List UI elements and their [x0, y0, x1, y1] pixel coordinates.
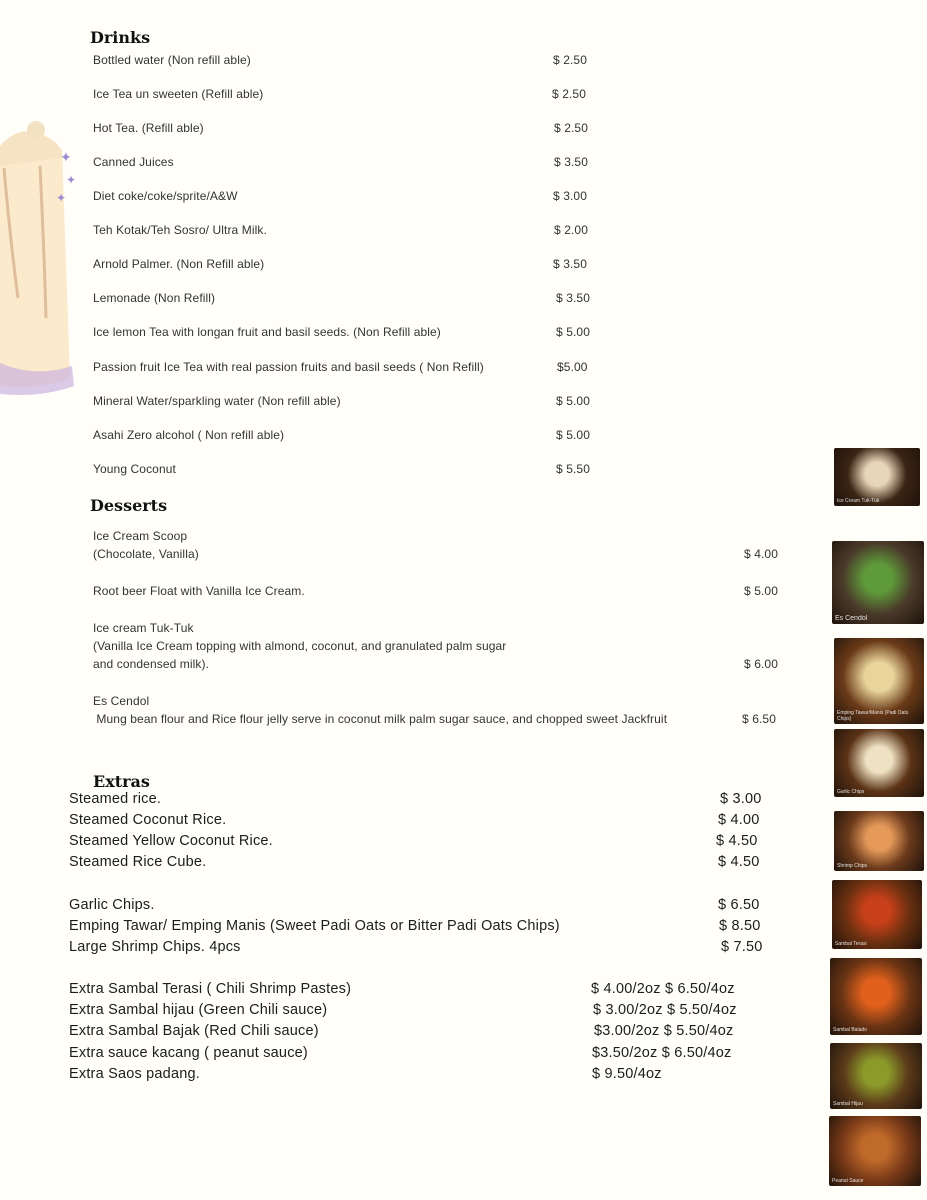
extra-item-price: $ 7.50 — [721, 939, 763, 955]
drink-item-name: Canned Juices — [93, 155, 174, 169]
drink-item-price: $ 2.50 — [554, 121, 588, 135]
drink-item-name: Ice Tea un sweeten (Refill able) — [93, 87, 264, 101]
drink-item-price: $5.00 — [557, 360, 588, 374]
drink-item-price: $ 3.50 — [554, 155, 588, 169]
drink-item-name: Lemonade (Non Refill) — [93, 291, 216, 305]
drink-item-price: $ 5.50 — [556, 462, 590, 476]
extra-item-name: Steamed Rice Cube. — [69, 854, 207, 870]
food-photo-caption: Emping Tawar/Manis (Padi Oats Chips) — [837, 710, 909, 722]
dessert-item-line: Mung bean flour and Rice flour jelly serve in coconut milk palm sugar sauce, and chopped sweet Jackfruit — [93, 712, 668, 726]
extra-item-price: $ 3.00 — [720, 791, 762, 807]
food-photo — [834, 729, 924, 797]
dessert-item-line: Ice Cream Scoop — [93, 529, 188, 543]
extra-item-price: $ 4.00/2oz $ 6.50/4oz — [591, 981, 735, 997]
drink-item-price: $ 3.00 — [553, 189, 587, 203]
drink-item-name: Diet coke/coke/sprite/A&W — [93, 189, 238, 203]
drink-item-name: Ice lemon Tea with longan fruit and basil seeds. (Non Refill able) — [93, 325, 441, 339]
extra-item-price: $3.00/2oz $ 5.50/4oz — [594, 1023, 734, 1039]
extra-item-name: Extra Saos padang. — [69, 1066, 200, 1082]
drink-item-price: $ 5.00 — [556, 394, 590, 408]
extra-item-price: $ 8.50 — [719, 918, 761, 934]
food-photo — [834, 448, 920, 506]
food-photo-caption: Sambal Terasi — [835, 941, 867, 947]
extra-item-name: Steamed rice. — [69, 791, 162, 807]
extra-item-name: Extra Sambal Terasi ( Chili Shrimp Pastes) — [69, 981, 352, 997]
food-photo — [830, 958, 922, 1035]
drink-item-name: Asahi Zero alcohol ( Non refill able) — [93, 428, 285, 442]
drink-item-price: $ 3.50 — [556, 291, 590, 305]
drink-item-name: Hot Tea. (Refill able) — [93, 121, 204, 135]
extra-item-price: $ 4.50 — [718, 854, 760, 870]
dessert-item-line: (Vanilla Ice Cream topping with almond, coconut, and granulated palm sugar — [93, 639, 507, 653]
food-photo — [834, 811, 924, 871]
dessert-item-price: $ 4.00 — [744, 547, 778, 561]
drink-item-name: Mineral Water/sparkling water (Non refill able) — [93, 394, 341, 408]
svg-text:✦: ✦ — [56, 191, 67, 205]
extra-item-name: Steamed Yellow Coconut Rice. — [69, 833, 273, 849]
drink-item-price: $ 5.00 — [556, 325, 590, 339]
dessert-item-line: Es Cendol — [93, 694, 150, 708]
svg-text:✦: ✦ — [66, 173, 77, 187]
extra-item-price: $ 4.50 — [716, 833, 758, 849]
drink-item-price: $ 2.50 — [552, 87, 586, 101]
dessert-item-price: $ 6.50 — [742, 712, 776, 726]
desserts-heading: Desserts — [90, 496, 168, 515]
extra-item-price: $ 3.00/2oz $ 5.50/4oz — [593, 1002, 737, 1018]
dessert-item-line: Ice cream Tuk-Tuk — [93, 621, 194, 635]
drink-item-name: Young Coconut — [93, 462, 176, 476]
drink-item-price: $ 3.50 — [553, 257, 587, 271]
extra-item-name: Extra sauce kacang ( peanut sauce) — [69, 1045, 308, 1061]
food-photo — [832, 541, 924, 624]
dessert-item-line: and condensed milk). — [93, 657, 210, 671]
extras-heading: Extras — [93, 772, 150, 791]
food-photo-caption: Shrimp Chips — [837, 863, 868, 869]
food-photo — [830, 1043, 922, 1109]
food-photo-caption: Sambal Hijau — [833, 1101, 863, 1107]
drinks-heading: Drinks — [90, 28, 151, 47]
extra-item-name: Steamed Coconut Rice. — [69, 812, 227, 828]
dessert-item-line: (Chocolate, Vanilla) — [93, 547, 199, 561]
drink-item-name: Arnold Palmer. (Non Refill able) — [93, 257, 265, 271]
food-photo-caption: Sambal Balado — [833, 1027, 867, 1033]
drink-item-price: $ 2.50 — [553, 53, 587, 67]
extra-item-price: $ 9.50/4oz — [592, 1066, 662, 1082]
extra-item-name: Extra Sambal hijau (Green Chili sauce) — [69, 1002, 328, 1018]
extra-item-price: $3.50/2oz $ 6.50/4oz — [592, 1045, 732, 1061]
svg-text:✦: ✦ — [60, 150, 72, 166]
food-photo-caption: Peanut Sauce — [832, 1178, 864, 1184]
dessert-item-price: $ 5.00 — [744, 584, 778, 598]
food-photo-caption: Ice Cream Tuk-Tuk — [837, 498, 880, 504]
food-photo-caption: Garlic Chips — [837, 789, 865, 795]
drink-item-name: Passion fruit Ice Tea with real passion fruits and basil seeds ( Non Refill) — [93, 360, 484, 374]
dessert-item-line: Root beer Float with Vanilla Ice Cream. — [93, 584, 305, 598]
extra-item-price: $ 4.00 — [718, 812, 760, 828]
extra-item-name: Garlic Chips. — [69, 897, 155, 913]
drink-item-price: $ 5.00 — [556, 428, 590, 442]
drink-item-price: $ 2.00 — [554, 223, 588, 237]
food-photo — [829, 1116, 921, 1186]
drink-item-name: Bottled water (Non refill able) — [93, 53, 251, 67]
extra-item-name: Emping Tawar/ Emping Manis (Sweet Padi Oats or Bitter Padi Oats Chips) — [69, 918, 560, 934]
food-photo — [832, 880, 922, 949]
dessert-item-price: $ 6.00 — [744, 657, 778, 671]
drink-illustration — [0, 118, 90, 398]
drink-item-name: Teh Kotak/Teh Sosro/ Ultra Milk. — [93, 223, 267, 237]
extra-item-name: Extra Sambal Bajak (Red Chili sauce) — [69, 1023, 319, 1039]
extra-item-price: $ 6.50 — [718, 897, 760, 913]
food-photo-caption: Es Cendol — [835, 615, 868, 622]
food-photo — [834, 638, 924, 724]
extra-item-name: Large Shrimp Chips. 4pcs — [69, 939, 241, 955]
